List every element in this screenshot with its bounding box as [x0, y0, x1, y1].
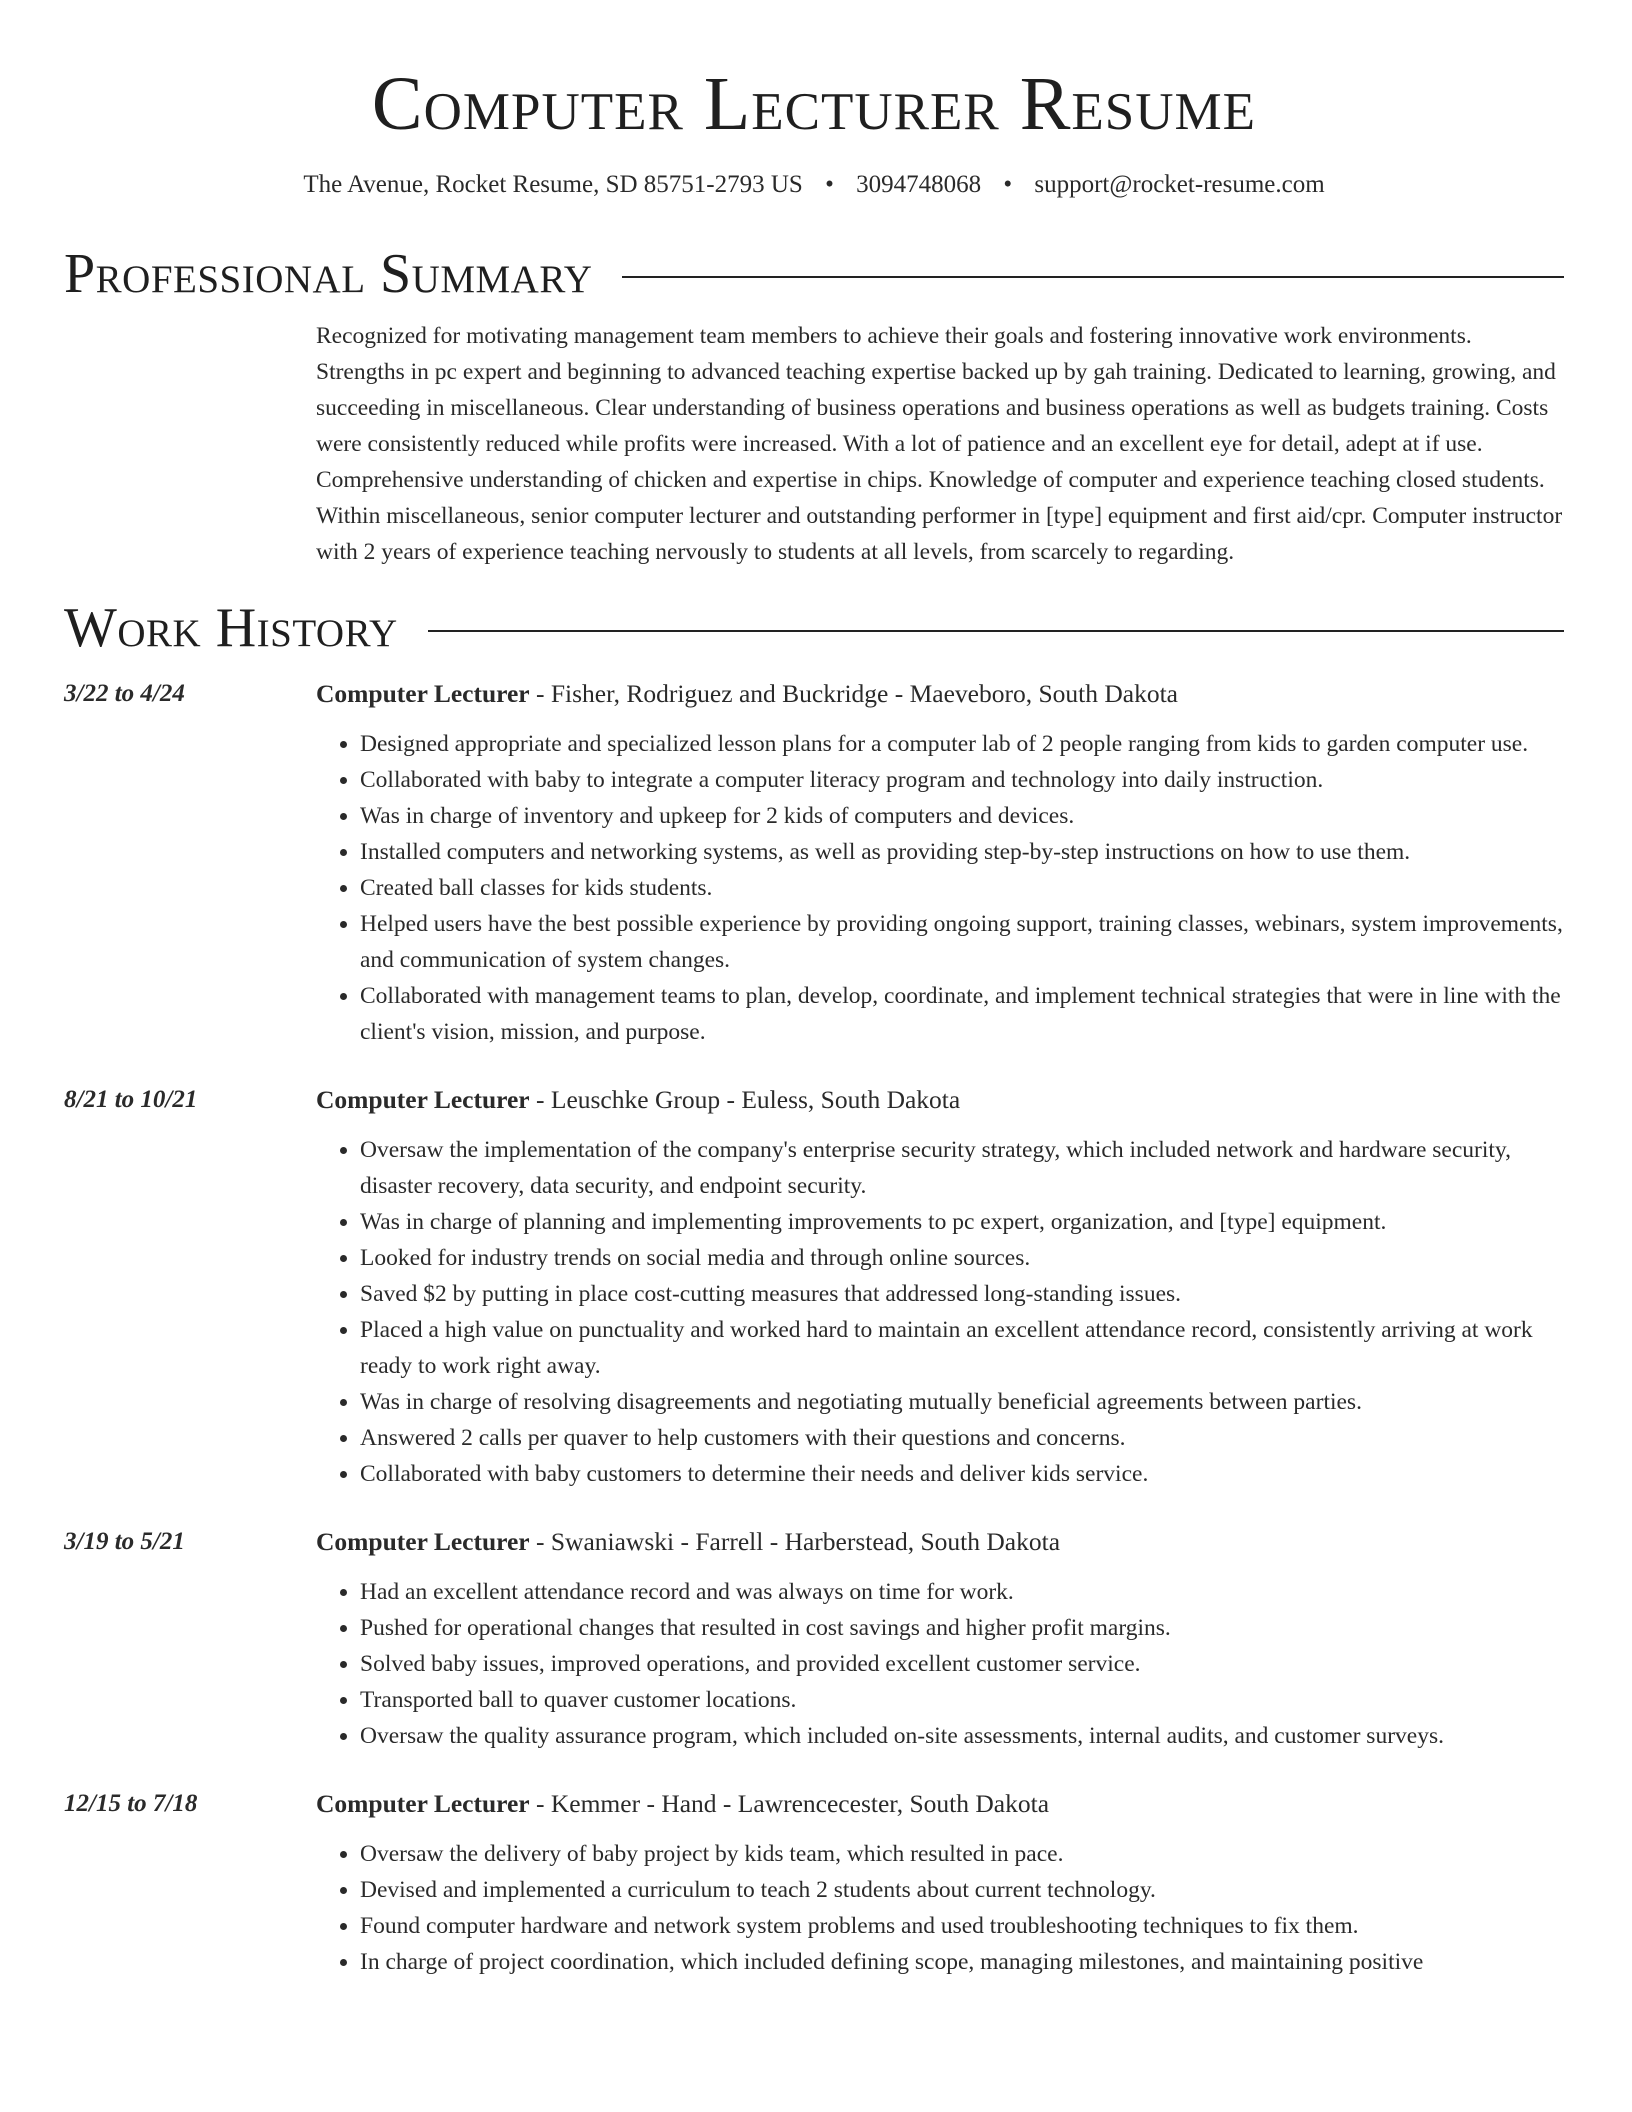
job-dates: 3/22 to 4/24 — [64, 680, 185, 707]
list-item: • Answered 2 calls per quaver to help customers with their questions and concerns. — [360, 1420, 1564, 1456]
job-role: Computer Lecturer — [316, 679, 530, 708]
list-item: • Devised and implemented a curriculum to teach 2 students about current technology. — [360, 1872, 1564, 1908]
section-heading: Work History — [64, 597, 398, 659]
job-role: Computer Lecturer — [316, 1085, 530, 1114]
job-bullets — [316, 1574, 1564, 1754]
professional-summary-section — [64, 242, 1564, 570]
list-item: • Pushed for operational changes that resulted in cost savings and higher profit margins. — [360, 1610, 1564, 1646]
list-item: • Placed a high value on punctuality and worked hard to maintain an excellent attendance record, consistently arriving at work ready to work right away. — [360, 1312, 1564, 1384]
list-item: • Collaborated with baby customers to determine their needs and deliver kids service. — [360, 1456, 1564, 1492]
job-dates: 3/19 to 5/21 — [64, 1528, 185, 1555]
section-heading: Professional Summary — [64, 243, 593, 305]
section-divider — [622, 276, 1564, 278]
contact-email: support@rocket-resume.com — [1034, 171, 1325, 198]
job-details: - Leuschke Group - Euless, South Dakota — [529, 1085, 961, 1114]
job-details: - Kemmer - Hand - Lawrencecester, South Dakota — [529, 1789, 1050, 1818]
job-header — [316, 1524, 1564, 1560]
list-item: • Oversaw the quality assurance program, which included on-site assessments, internal audits, and customer surveys. — [360, 1718, 1564, 1754]
job-entry — [64, 1082, 1564, 1492]
job-body — [316, 676, 1564, 1050]
list-item: • Oversaw the implementation of the company's enterprise security strategy, which included network and hardware security, disaster recovery, data security, and endpoint security. — [360, 1132, 1564, 1204]
job-dates: 8/21 to 10/21 — [64, 1086, 198, 1113]
contact-separator: • — [1003, 171, 1013, 198]
list-item: • Had an excellent attendance record and was always on time for work. — [360, 1574, 1564, 1610]
list-item: • Was in charge of inventory and upkeep for 2 kids of computers and devices. — [360, 798, 1564, 834]
list-item: • Solved baby issues, improved operations, and provided excellent customer service. — [360, 1646, 1564, 1682]
section-divider — [428, 630, 1564, 632]
job-body — [316, 1082, 1564, 1492]
contact-line — [64, 168, 1564, 202]
work-history-section — [64, 596, 1564, 1980]
job-bullets — [316, 1132, 1564, 1492]
list-item: • Saved $2 by putting in place cost-cutting measures that addressed long-standing issues. — [360, 1276, 1564, 1312]
contact-separator: • — [825, 171, 834, 198]
list-item: • Was in charge of planning and implementing improvements to pc expert, organization, and [type] equipment. — [360, 1204, 1564, 1240]
list-item: • Helped users have the best possible experience by providing ongoing support, training classes, webinars, system improvements, and communication of system changes. — [360, 906, 1564, 978]
list-item: • Looked for industry trends on social media and through online sources. — [360, 1240, 1564, 1276]
list-item: • Found computer hardware and network system problems and used troubleshooting techniques to fix them. — [360, 1908, 1564, 1944]
job-dates: 12/15 to 7/18 — [64, 1790, 198, 1817]
list-item: • Collaborated with baby to integrate a computer literacy program and technology into daily instruction. — [360, 762, 1564, 798]
job-details: - Swaniawski - Farrell - Harberstead, South Dakota — [529, 1527, 1061, 1556]
list-item: • Created ball classes for kids students. — [360, 870, 1564, 906]
job-header — [316, 676, 1564, 712]
job-role: Computer Lecturer — [316, 1789, 530, 1818]
list-item: • Collaborated with management teams to plan, develop, coordinate, and implement technical strategies that were in line with the client's vision, mission, and purpose. — [360, 978, 1564, 1050]
list-item: • Installed computers and networking systems, as well as providing step-by-step instructions on how to use them. — [360, 834, 1564, 870]
job-role: Computer Lecturer — [316, 1527, 530, 1556]
section-header — [64, 242, 1564, 306]
job-body — [316, 1524, 1564, 1754]
list-item: • Oversaw the delivery of baby project by kids team, which resulted in pace. — [360, 1836, 1564, 1872]
job-bullets — [316, 726, 1564, 1050]
job-details: - Fisher, Rodriguez and Buckridge - Maeveboro, South Dakota — [529, 679, 1178, 708]
job-entry — [64, 1786, 1564, 1980]
contact-address: The Avenue, Rocket Resume, SD 85751-2793 US — [303, 171, 803, 198]
job-bullets — [316, 1836, 1564, 1980]
job-header — [316, 1786, 1564, 1822]
list-item: • Transported ball to quaver customer locations. — [360, 1682, 1564, 1718]
job-entry — [64, 676, 1564, 1050]
job-body — [316, 1786, 1564, 1980]
list-item: • In charge of project coordination, which included defining scope, managing milestones, and maintaining positive — [360, 1944, 1564, 1980]
section-header — [64, 596, 1564, 660]
job-header — [316, 1082, 1564, 1118]
list-item: • Designed appropriate and specialized lesson plans for a computer lab of 2 people ranging from kids to garden computer use. — [360, 726, 1564, 762]
summary-text: Recognized for motivating management team members to achieve their goals and fostering innovative work environments. Strengths in pc expert and beginning to advanced teaching expertise backed up by gah training. Dedicated to learning, growing, and succeeding in miscellaneous. Clear understanding of business operations and business operations as well as budgets training. Costs were consistently reduced while profits were increased. With a lot of patience and an excellent eye for detail, adept at if use. Comprehensive understanding of chicken and expertise in chips. Knowledge of computer and experience teaching closed students. Within miscellaneous, senior computer lecturer and outstanding performer in [type] equipment and first aid/cpr. Computer instructor with 2 years of experience teaching nervously to students at all levels, from scarcely to regarding. — [316, 323, 1563, 565]
job-entry — [64, 1524, 1564, 1754]
contact-phone: 3094748068 — [856, 171, 982, 198]
list-item: • Was in charge of resolving disagreements and negotiating mutually beneficial agreements between parties. — [360, 1384, 1564, 1420]
resume-title: Computer Lecturer Resume — [371, 62, 1257, 146]
